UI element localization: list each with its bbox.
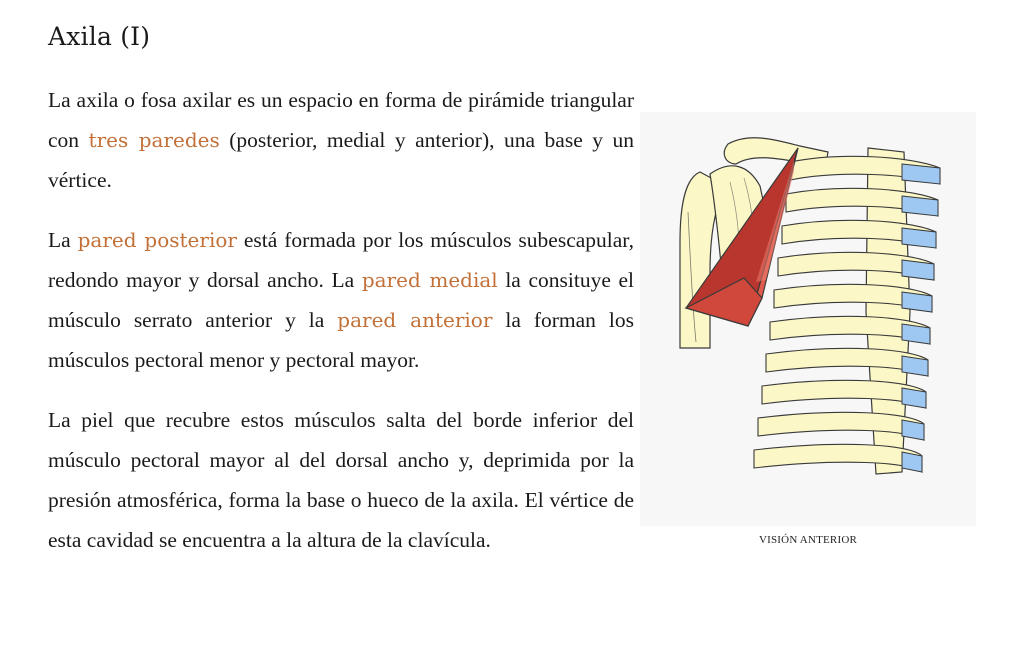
highlight-pared-medial: pared medial xyxy=(361,268,498,292)
paragraph-walls xyxy=(48,220,634,380)
text-span: La axila o fosa axilar es un espacio en forma de pirámide triangular con xyxy=(48,88,634,152)
text-span: la consituye el músculo serrato anterior y la xyxy=(48,268,634,332)
text-span: (posterior, medial y anterior), una base y un vértice. xyxy=(48,128,634,192)
paragraph-base xyxy=(48,400,634,560)
ribcage-axilla-illustration xyxy=(640,112,976,526)
highlight-pared-anterior: pared anterior xyxy=(337,308,493,332)
text-span: la forman los músculos pectoral menor y pectoral mayor. xyxy=(48,308,634,372)
costal-cartilage xyxy=(902,260,934,280)
costal-cartilage xyxy=(902,324,930,344)
paragraph-intro xyxy=(48,80,634,200)
costal-cartilage xyxy=(902,228,936,248)
text-span: La piel que recubre estos músculos salta del borde inferior del músculo pectoral mayor al del dorsal ancho y, deprimida por la presión atmosférica, forma la base o hueco de la axila. El vértice de esta cavidad se encuentra a la altura de la clavícula. xyxy=(48,408,634,552)
text-span: La xyxy=(48,228,78,252)
text-span: está formada por los músculos subescapular, redondo mayor y dorsal ancho. La xyxy=(48,228,634,292)
costal-cartilage xyxy=(902,452,922,472)
anatomy-drawing xyxy=(640,112,976,526)
costal-cartilage xyxy=(902,196,938,216)
page-title: Axila (I) xyxy=(48,22,151,51)
costal-cartilage xyxy=(902,388,926,408)
costal-cartilage xyxy=(902,164,940,184)
costal-cartilage xyxy=(902,292,932,312)
figure-caption: VISIÓN ANTERIOR xyxy=(758,534,858,546)
body-text xyxy=(48,80,634,580)
costal-cartilage xyxy=(902,420,924,440)
highlight-tres-paredes: tres paredes xyxy=(88,128,220,152)
highlight-pared-posterior: pared posterior xyxy=(77,228,237,252)
costal-cartilage xyxy=(902,356,928,376)
